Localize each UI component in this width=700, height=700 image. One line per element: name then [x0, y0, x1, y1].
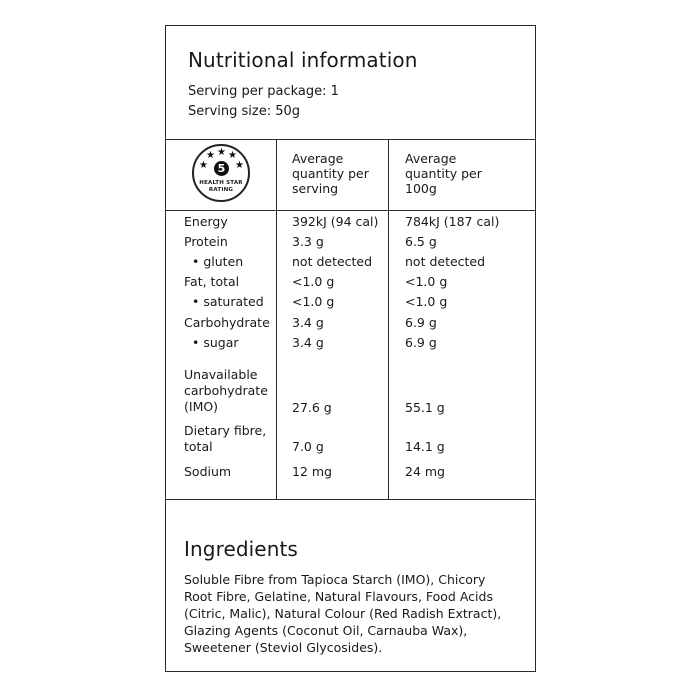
nutrient-name: Carbohydrate — [184, 315, 270, 330]
health-star-label: RATING — [208, 187, 234, 193]
nutrient-name: Dietary fibre, total — [184, 423, 267, 454]
health-star-number: 5 — [214, 161, 229, 176]
star-icon: ★ — [199, 160, 208, 171]
nutrient-value-100g: not detected — [405, 254, 486, 269]
nutrient-value-100g: 6.9 g — [405, 315, 437, 330]
nutrient-value-serving: 3.4 g — [292, 335, 324, 350]
star-icon: ★ — [217, 147, 226, 158]
nutrient-name: Energy — [184, 214, 228, 229]
nutrient-name: • gluten — [192, 254, 244, 269]
divider — [166, 139, 535, 140]
nutrient-name: Fat, total — [184, 274, 240, 289]
ingredients-list: Soluble Fibre from Tapioca Starch (IMO), Chicory Root Fibre, Gelatine, Natural Flavours, Food Acids (Citric, Malic), Natural Colour (Red Radish Extract), Glazing Agents (Coconut Oil, Carnauba Wax), Sweetener (Steviol Glycosides). — [184, 572, 502, 655]
nutrient-value-serving: 27.6 g — [292, 400, 332, 415]
nutrient-value-serving: 3.4 g — [292, 315, 324, 330]
nutrient-value-100g: <1.0 g — [405, 294, 448, 309]
serving-size: Serving size: 50g — [188, 104, 301, 119]
nutrient-value-100g: 784kJ (187 cal) — [405, 214, 500, 229]
nutrient-value-serving: <1.0 g — [292, 274, 335, 289]
star-icon: ★ — [235, 160, 244, 171]
nutrient-name: • saturated — [192, 294, 264, 309]
nutrient-value-100g: 6.5 g — [405, 234, 437, 249]
star-icon: ★ — [206, 150, 215, 161]
nutrient-value-serving: 7.0 g — [292, 439, 324, 454]
nutrient-value-100g: 24 mg — [405, 464, 445, 479]
nutrient-value-100g: 14.1 g — [405, 439, 445, 454]
nutrient-value-100g: 6.9 g — [405, 335, 437, 350]
nutrition-title: Nutritional information — [188, 48, 418, 72]
nutrient-value-serving: not detected — [292, 254, 373, 269]
nutrition-panel — [165, 25, 536, 672]
star-icon: ★ — [228, 150, 237, 161]
nutrient-value-100g: <1.0 g — [405, 274, 448, 289]
column-header-per-100g: Average quantity per 100g — [405, 151, 482, 196]
health-star-rating-icon — [192, 144, 250, 202]
nutrient-value-serving: <1.0 g — [292, 294, 335, 309]
nutrient-name: Sodium — [184, 464, 232, 479]
nutrient-name: Protein — [184, 234, 228, 249]
column-divider — [388, 139, 389, 499]
ingredients-title: Ingredients — [184, 537, 298, 561]
health-star-label: HEALTH STAR — [199, 180, 243, 186]
nutrient-name: • sugar — [192, 335, 239, 350]
divider — [166, 210, 535, 211]
nutrient-name: Unavailable carbohydrate (IMO) — [184, 367, 268, 414]
nutrient-value-serving: 392kJ (94 cal) — [292, 214, 379, 229]
divider — [166, 499, 535, 500]
serving-per-package: Serving per package: 1 — [188, 84, 339, 99]
nutrient-value-serving: 3.3 g — [292, 234, 324, 249]
nutrient-value-serving: 12 mg — [292, 464, 332, 479]
column-divider — [276, 139, 277, 499]
column-header-per-serving: Average quantity per serving — [292, 151, 369, 196]
nutrient-value-100g: 55.1 g — [405, 400, 445, 415]
